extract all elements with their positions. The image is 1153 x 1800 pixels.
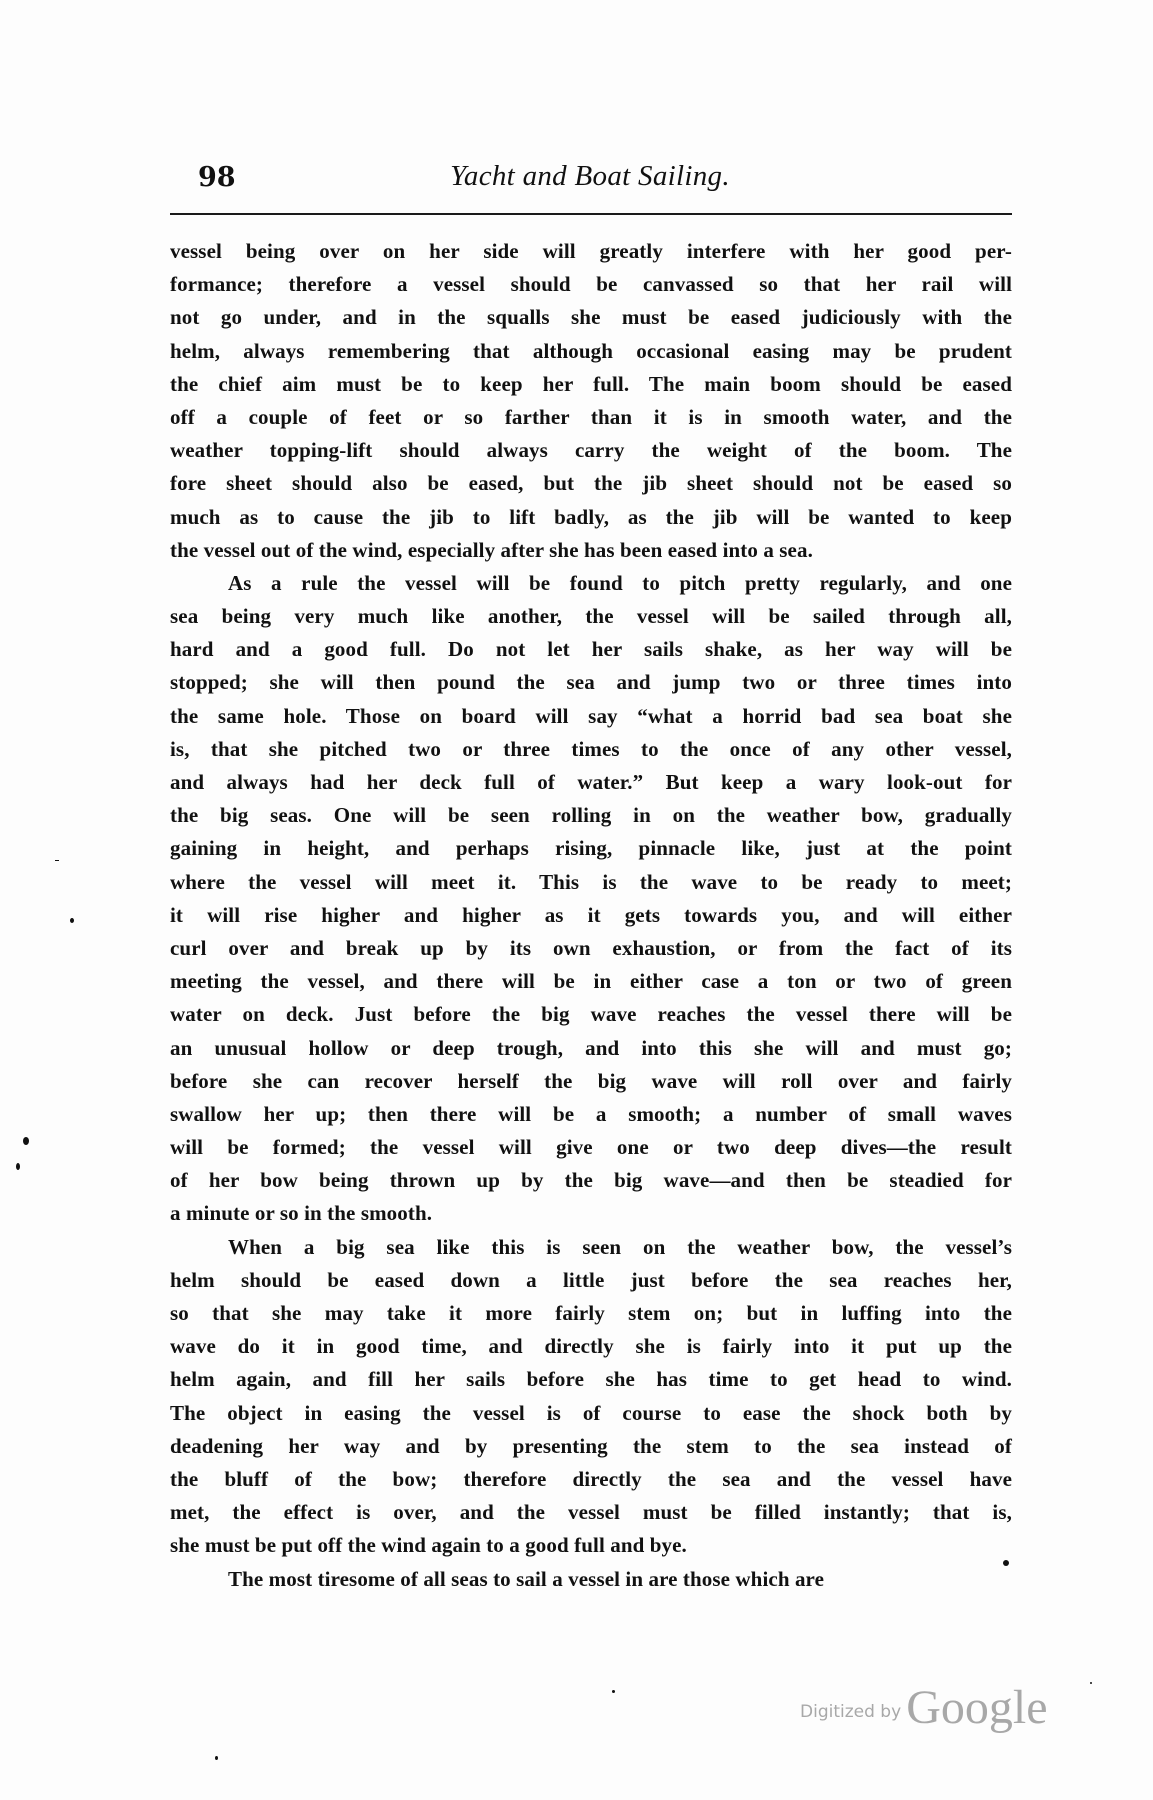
scan-speck xyxy=(55,860,59,861)
scan-speck xyxy=(215,1756,218,1760)
text-line: swallow her up; then there will be a smooth; a number of small waves xyxy=(170,1101,1012,1126)
text-line: hard and a good full. Do not let her sails shake, as her way will be xyxy=(170,637,1012,662)
paragraph xyxy=(170,1231,1012,1563)
scan-speck xyxy=(23,1137,29,1145)
text-line: meeting the vessel, and there will be in either case a ton or two of green xyxy=(170,969,1012,994)
text-line: When a big sea like this is seen on the weather bow, the vessel’s xyxy=(228,1234,1012,1259)
text-line: the big seas. One will be seen rolling in on the weather bow, gradually xyxy=(170,803,1012,828)
text-line: of her bow being thrown up by the big wave—and then be steadied for xyxy=(170,1168,1012,1193)
text-line: sea being very much like another, the vessel will be sailed through all, xyxy=(170,604,1012,629)
text-line: a minute or so in the smooth. xyxy=(170,1201,433,1226)
text-line: deadening her way and by presenting the stem to the sea instead of xyxy=(170,1433,1012,1458)
paragraph xyxy=(170,1563,1012,1596)
running-title: Yacht and Boat Sailing. xyxy=(450,160,730,192)
text-line: the chief aim must be to keep her full. The main boom should be eased xyxy=(170,371,1012,396)
text-line: it will rise higher and higher as it gets towards you, and will either xyxy=(170,902,1012,927)
text-line: the bluff of the bow; therefore directly the sea and the vessel have xyxy=(170,1466,1012,1491)
text-line: she must be put off the wind again to a good full and bye. xyxy=(170,1533,687,1558)
text-line: and always had her deck full of water.” But keep a wary look-out for xyxy=(170,770,1012,794)
scan-speck xyxy=(612,1690,615,1693)
watermark-prefix: Digitized by xyxy=(800,1702,902,1722)
digitized-by-google-watermark xyxy=(800,1680,1048,1735)
text-line: much as to cause the jib to lift badly, as the jib will be wanted to keep xyxy=(170,504,1012,529)
text-line: helm, always remembering that although occasional easing may be prudent xyxy=(170,338,1012,363)
text-line: helm again, and fill her sails before she has time to get head to wind. xyxy=(170,1367,1012,1392)
paragraph xyxy=(170,235,1012,567)
scan-speck xyxy=(1003,1560,1009,1566)
text-line: stopped; she will then pound the sea and jump two or three times into xyxy=(170,670,1012,695)
text-line: an unusual hollow or deep trough, and into this she will and must go; xyxy=(170,1035,1012,1060)
page-number: 98 xyxy=(198,162,236,193)
text-line: not go under, and in the squalls she must be eased judiciously with the xyxy=(170,305,1012,330)
text-line: is, that she pitched two or three times to the once of any other vessel, xyxy=(170,736,1012,761)
text-line: The most tiresome of all seas to sail a vessel in are those which are xyxy=(228,1566,825,1591)
body-text xyxy=(170,235,1012,1596)
text-line: fore sheet should also be eased, but the jib sheet should not be eased so xyxy=(170,471,1012,496)
scan-speck xyxy=(1090,1682,1092,1684)
scan-speck xyxy=(16,1163,20,1170)
text-line: weather topping-lift should always carry the weight of the boom. The xyxy=(170,438,1012,463)
text-line: wave do it in good time, and directly she is fairly into it put up the xyxy=(170,1334,1012,1359)
text-line: As a rule the vessel will be found to pitch pretty regularly, and one xyxy=(228,570,1012,595)
paragraph xyxy=(170,567,1012,1231)
scan-speck xyxy=(70,918,74,923)
header-rule xyxy=(170,213,1012,215)
text-line: formance; therefore a vessel should be canvassed so that her rail will xyxy=(170,272,1012,297)
text-line: helm should be eased down a little just before the sea reaches her, xyxy=(170,1267,1012,1292)
text-line: before she can recover herself the big wave will roll over and fairly xyxy=(170,1068,1012,1093)
text-line: so that she may take it more fairly stem on; but in luffing into the xyxy=(170,1301,1012,1325)
text-line: the vessel out of the wind, especially after she has been eased into a sea. xyxy=(170,537,813,562)
text-line: gaining in height, and perhaps rising, pinnacle like, just at the point xyxy=(170,836,1012,861)
text-line: will be formed; the vessel will give one or two deep dives—the result xyxy=(170,1135,1012,1160)
text-line: vessel being over on her side will greatly interfere with her good per- xyxy=(170,239,1012,263)
text-line: where the vessel will meet it. This is the wave to be ready to meet; xyxy=(170,869,1012,894)
text-line: off a couple of feet or so farther than it is in smooth water, and the xyxy=(170,404,1012,429)
text-line: water on deck. Just before the big wave reaches the vessel there will be xyxy=(170,1002,1012,1027)
text-line: The object in easing the vessel is of course to ease the shock both by xyxy=(170,1400,1012,1425)
text-line: met, the effect is over, and the vessel must be filled instantly; that is, xyxy=(170,1500,1012,1525)
text-line: curl over and break up by its own exhaustion, or from the fact of its xyxy=(170,935,1012,960)
watermark-brand: Google xyxy=(906,1681,1048,1734)
text-line: the same hole. Those on board will say “what a horrid bad sea boat she xyxy=(170,703,1012,728)
